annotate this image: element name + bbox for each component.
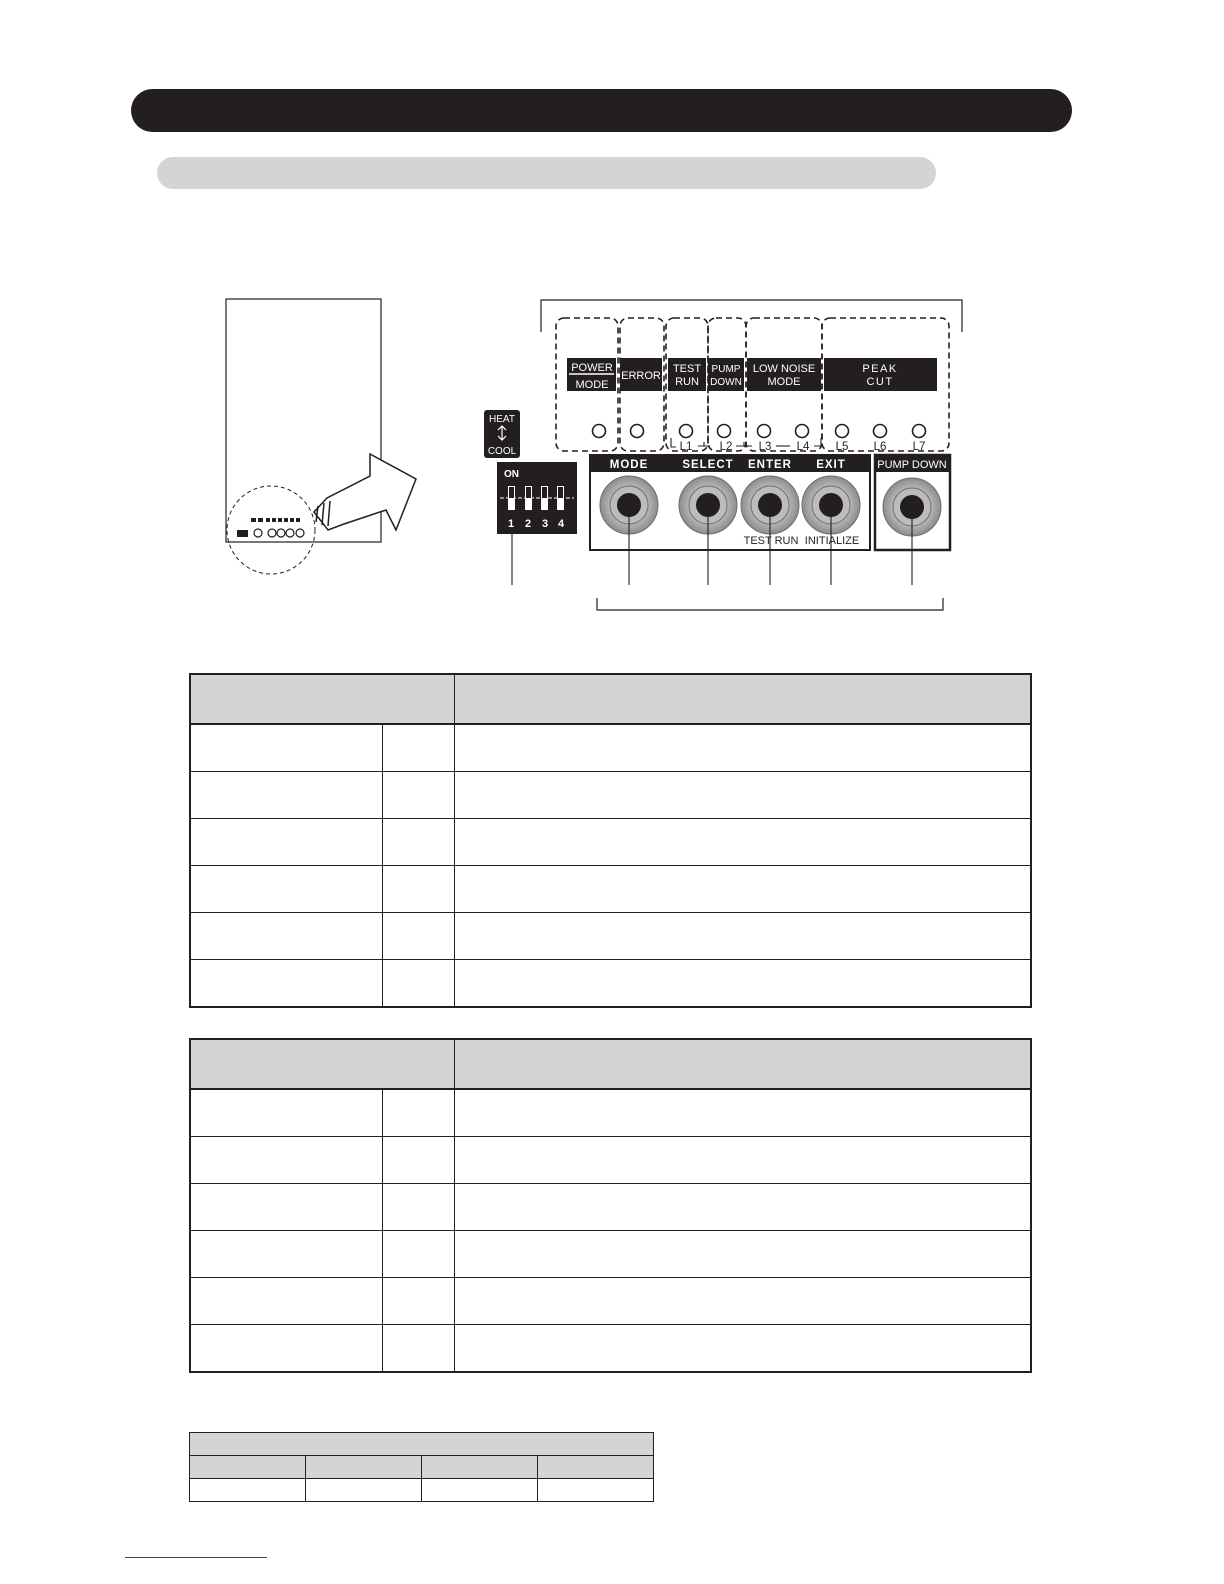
- led-label-test-run: [668, 358, 706, 391]
- table-led-indicators: [189, 673, 1032, 1008]
- select-button-label: SELECT: [682, 459, 734, 471]
- table-row: [190, 1184, 1031, 1231]
- table-row: [190, 724, 1031, 772]
- svg-text:DOWN: DOWN: [710, 377, 742, 388]
- led-indicators: [593, 425, 926, 438]
- table-row: [190, 1278, 1031, 1325]
- table-row: [190, 1089, 1031, 1137]
- table-row: [190, 1479, 654, 1502]
- svg-text:LOW NOISE: LOW NOISE: [752, 363, 816, 375]
- svg-text:ERROR: ERROR: [621, 370, 661, 382]
- svg-text:POWER: POWER: [571, 362, 613, 374]
- table-row: [190, 772, 1031, 819]
- table-header-row: [190, 1039, 1031, 1089]
- control-panel-diagram: [0, 0, 1224, 640]
- svg-text:HEAT: HEAT: [489, 414, 515, 425]
- led-label-pump-down: [708, 358, 744, 391]
- table-small: [189, 1432, 654, 1502]
- led-label-error: [620, 358, 662, 391]
- led-label-power-mode: [567, 358, 616, 391]
- svg-text:MODE: MODE: [767, 376, 801, 388]
- mode-button-label: MODE: [609, 459, 649, 471]
- svg-text:MODE: MODE: [575, 379, 609, 391]
- svg-text:L2: L2: [719, 441, 733, 453]
- svg-text:2: 2: [524, 518, 532, 530]
- test-run-sublabel: TEST RUN: [743, 535, 799, 547]
- led-label-low-noise-mode: [747, 358, 821, 391]
- footer-link-underline[interactable]: [125, 1557, 267, 1558]
- svg-text:ON: ON: [504, 469, 519, 480]
- table-row: [190, 819, 1031, 866]
- table-row: [190, 913, 1031, 960]
- svg-text:CUT: CUT: [866, 376, 894, 388]
- outdoor-unit-illustration: [226, 299, 416, 574]
- svg-text:L1: L1: [679, 441, 693, 453]
- led-label-peak-cut: [824, 358, 937, 391]
- led-group-bracket: [541, 300, 962, 332]
- svg-text:PUMP: PUMP: [711, 364, 741, 375]
- initialize-sublabel: INITIALIZE: [804, 535, 860, 547]
- svg-text:COOL: COOL: [487, 446, 517, 457]
- svg-text:L7: L7: [912, 441, 926, 453]
- pump-down-button-label: PUMP DOWN: [877, 459, 947, 471]
- svg-text:RUN: RUN: [675, 376, 699, 388]
- table-buttons-switches: [189, 1038, 1032, 1373]
- table-row: [190, 866, 1031, 913]
- svg-text:TEST: TEST: [672, 363, 702, 375]
- table-header-row: [190, 1433, 654, 1456]
- button-group-bracket: [597, 598, 943, 610]
- svg-text:L5: L5: [835, 441, 849, 453]
- svg-text:4: 4: [557, 518, 565, 530]
- table-row: [190, 1231, 1031, 1278]
- table-subheader-row: [190, 1456, 654, 1479]
- svg-text:L3: L3: [758, 441, 772, 453]
- svg-text:1: 1: [507, 518, 515, 530]
- dip-switch[interactable]: [497, 462, 577, 534]
- svg-text:3: 3: [541, 518, 549, 530]
- svg-text:PEAK: PEAK: [862, 363, 898, 375]
- table-header-row: [190, 674, 1031, 724]
- table-row: [190, 1137, 1031, 1184]
- exit-button-label: EXIT: [816, 459, 846, 471]
- svg-text:L6: L6: [873, 441, 887, 453]
- svg-text:L4: L4: [796, 441, 810, 453]
- heat-cool-badge: [484, 410, 520, 458]
- table-row: [190, 960, 1031, 1008]
- table-row: [190, 1325, 1031, 1373]
- enter-button-label: ENTER: [748, 459, 792, 471]
